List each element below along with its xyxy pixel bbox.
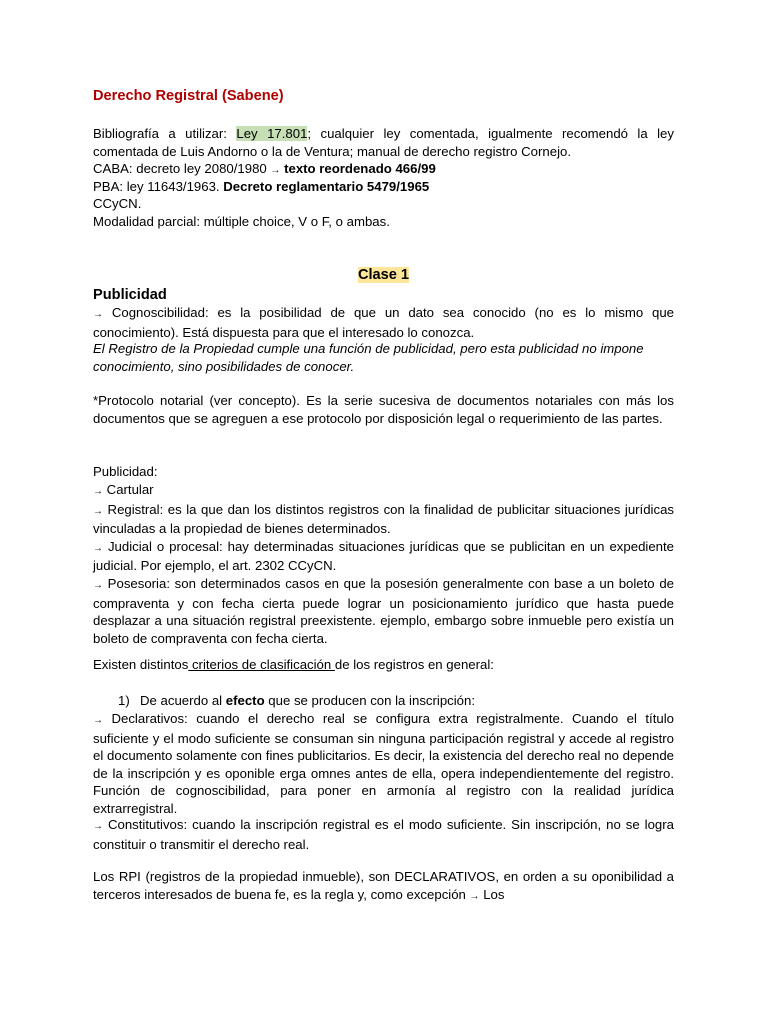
list-item: → Judicial o procesal: hay determinadas situaciones jurídicas que se publicitan en un expediente judicial. Por ejemplo, el art. 2302 CCyCN. [93, 538, 674, 574]
publicidad-label: Publicidad: [93, 464, 158, 479]
arrow-icon: → [93, 486, 103, 497]
clase-label: Clase 1 [357, 267, 410, 283]
constitutivos-paragraph: → Constitutivos: cuando la inscripción registral es el modo suficiente. Sin inscripción, no se logra constituir o transmitir el derecho real. [93, 817, 674, 852]
arrow-icon: → [93, 579, 103, 591]
protocolo-paragraph: *Protocolo notarial (ver concepto). Es la serie sucesiva de documentos notariales con más los documentos que se agreguen a ese protocolo por disposición legal o requerimiento de las partes. [93, 393, 674, 426]
ccycn-line: CCyCN. [93, 196, 142, 211]
bibliography-paragraph [93, 125, 674, 160]
arrow-icon: → [270, 165, 281, 176]
list-item: → Registral: es la que dan los distintos registros con la finalidad de publicitar situaciones jurídicas vinculadas a la propiedad de bienes determinados. [93, 501, 674, 537]
publicidad-heading: Publicidad [93, 287, 167, 303]
caba-text: CABA: decreto ley 2080/1980 [93, 161, 271, 176]
criterios-underlined: criterios de clasificación [188, 657, 335, 672]
cognoscibilidad-paragraph [93, 304, 674, 341]
list-marker: 1) [118, 693, 130, 708]
document-title: Derecho Registral (Sabene) [93, 88, 284, 104]
declarativos-paragraph: → Declarativos: cuando el derecho real se configura extra registralmente. Cuando el título suficiente y el modo suficiente se consuman sin ninguna participación registral y accede al registro el documento solamente con fines publicitarios. Es decir, la existencia del derecho real no depende de la inscripción y es oponible erga omnes antes de ella, opera independientemente del registro. Función de cognoscibilidad, para poner en armonía al registro con la realidad jurídica extrarregistral. [93, 711, 674, 816]
caba-line [93, 160, 674, 180]
bibliography-rest: ; cualquier ley comentada, igualmente recomendó la ley comentada de Luis Andorno o la de Ventura; manual de derecho registro Cornejo. [93, 126, 674, 159]
list-item: → Posesoria: son determinados casos en que la posesión generalmente con base a un boleto de compraventa y con fecha cierta puede lograr un posicionamiento jurídico que hasta puede desplazar a una situación registral preexistente. ejemplo, embargo sobre inmueble pero existía un boleto de compraventa con fecha cierta. [93, 575, 674, 646]
caba-bold: texto reordenado 466/99 [284, 161, 436, 176]
numbered-item-1: 1) De acuerdo al efecto que se producen con la inscripción: [118, 693, 476, 708]
law-highlight: Ley 17.801 [236, 126, 308, 141]
arrow-icon: → [93, 309, 103, 320]
pba-line [93, 178, 674, 196]
rpi-paragraph: Los RPI (registros de la propiedad inmueble), son DECLARATIVOS, en orden a su oponibilidad a terceros interesados de buena fe, es la regla y, como excepción → Los [93, 869, 674, 902]
arrow-icon: → [93, 821, 103, 832]
arrow-icon: → [93, 505, 103, 517]
arrow-icon: → [469, 890, 480, 902]
arrow-icon: → [93, 542, 103, 554]
italic-note: El Registro de la Propiedad cumple una función de publicidad, pero esta publicidad no impone conocimiento, sino posibilidades de conocer. [93, 341, 644, 374]
list-item: → Cartular [93, 482, 154, 497]
pba-text: PBA: ley 11643/1963. [93, 179, 224, 194]
arrow-icon: → [93, 715, 103, 726]
criterios-line: Existen distintos criterios de clasificación de los registros en general: [93, 657, 494, 672]
cognoscibilidad-text: Cognoscibilidad: es la posibilidad de que un dato sea conocido (no es lo mismo que conocimiento). Está dispuesta para que el interesado lo conozca. [93, 305, 674, 340]
bibliography-prefix: Bibliografía a utilizar: [93, 126, 237, 141]
efecto-bold: efecto [225, 693, 265, 708]
modalidad-line: Modalidad parcial: múltiple choice, V o F, o ambas. [93, 214, 390, 229]
pba-bold: Decreto reglamentario 5479/1965 [223, 179, 430, 194]
publicidad-types-list [93, 481, 674, 647]
clase-heading [93, 265, 674, 285]
